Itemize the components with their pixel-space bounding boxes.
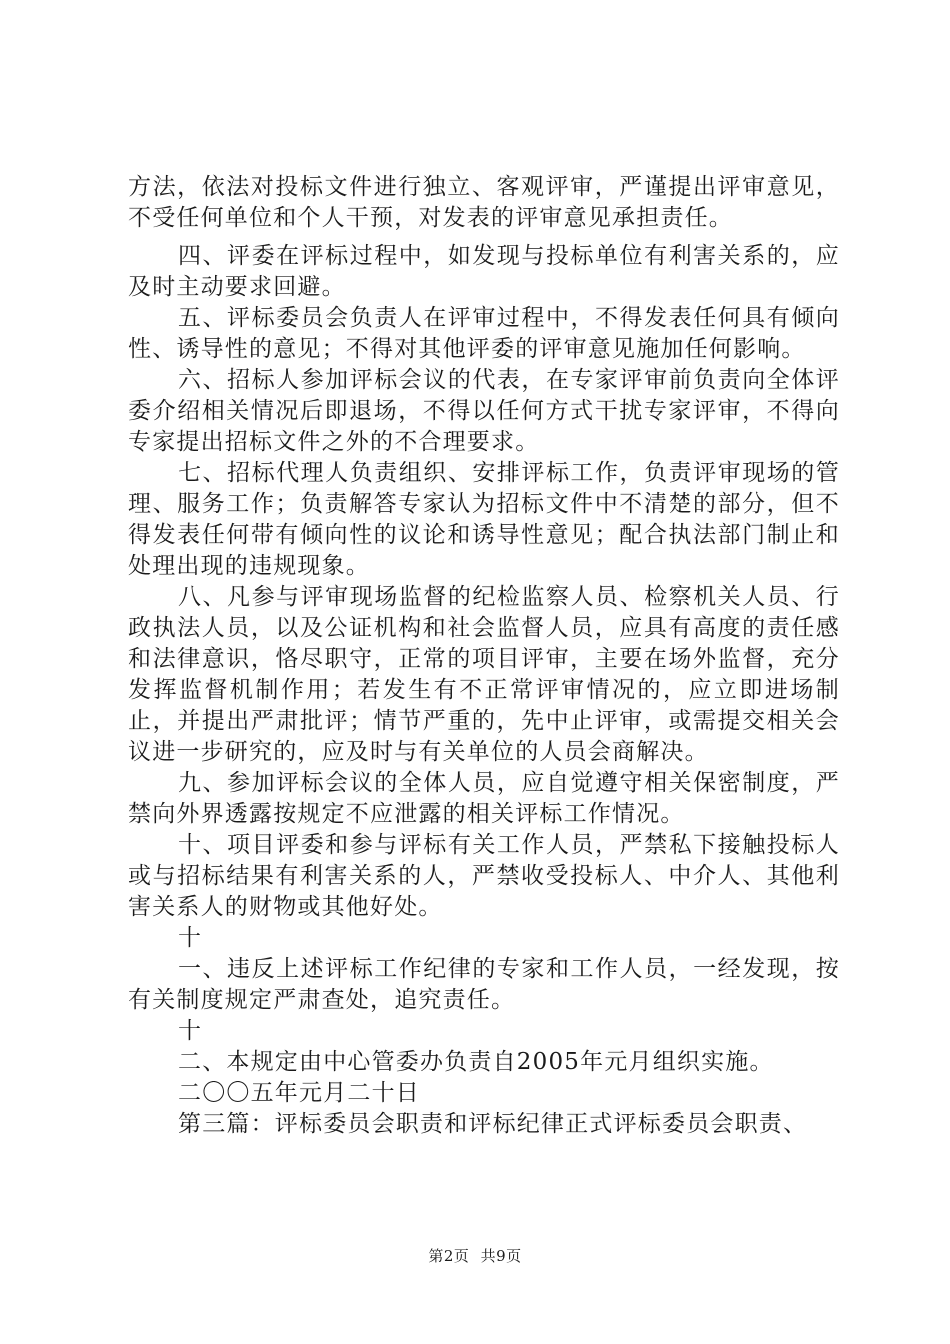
paragraph: 二、本规定由中心管委办负责自2005年元月组织实施。 xyxy=(178,1049,774,1075)
paragraph: 七、招标代理人负责组织、安排评标工作，负责评审现场的管理、服务工作；负责解答专家认为招标文件中不清楚的部分，但不得发表任何带有倾向性的议论和诱导性意见；配合执法部门制止和处理出现的违规现象。 xyxy=(128,460,840,579)
page-footer xyxy=(0,1245,950,1266)
paragraph: 四、评委在评标过程中，如发现与投标单位有利害关系的，应及时主动要求回避。 xyxy=(128,243,840,300)
paragraph: 十 xyxy=(178,925,203,951)
paragraph: 一、违反上述评标工作纪律的专家和工作人员，一经发现，按有关制度规定严肃查处，追究责任。 xyxy=(128,956,840,1013)
document-body xyxy=(128,172,840,1140)
paragraph: 方法，依法对投标文件进行独立、客观评审，严谨提出评审意见，不受任何单位和个人干预，对发表的评审意见承担责任。 xyxy=(128,174,840,231)
paragraph: 二〇〇五年元月二十日 xyxy=(178,1080,420,1106)
paragraph: 十、项目评委和参与评标有关工作人员，严禁私下接触投标人或与招标结果有利害关系的人，严禁收受投标人、中介人、其他利害关系人的财物或其他好处。 xyxy=(128,832,840,920)
paragraph: 五、评标委员会负责人在评审过程中，不得发表任何具有倾向性、诱导性的意见；不得对其他评委的评审意见施加任何影响。 xyxy=(128,305,840,362)
paragraph: 九、参加评标会议的全体人员，应自觉遵守相关保密制度，严禁向外界透露按规定不应泄露的相关评标工作情况。 xyxy=(128,770,840,827)
page-total: 共9页 xyxy=(480,1247,522,1265)
paragraph: 十 xyxy=(178,1018,203,1044)
paragraph: 八、凡参与评审现场监督的纪检监察人员、检察机关人员、行政执法人员，以及公证机构和社会监督人员，应具有高度的责任感和法律意识，恪尽职守，正常的项目评审，主要在场外监督，充分发挥监督机制作用；若发生有不正常评审情况的，应立即进场制止，并提出严肃批评；情节严重的，先中止评审，或需提交相关会议进一步研究的，应及时与有关单位的人员会商解决。 xyxy=(128,584,840,765)
paragraph: 第三篇：评标委员会职责和评标纪律正式评标委员会职责、 xyxy=(178,1111,808,1137)
page-number: 第2页 xyxy=(428,1247,470,1265)
paragraph: 六、招标人参加评标会议的代表，在专家评审前负责向全体评委介绍相关情况后即退场，不得以任何方式干扰专家评审，不得向专家提出招标文件之外的不合理要求。 xyxy=(128,367,840,455)
